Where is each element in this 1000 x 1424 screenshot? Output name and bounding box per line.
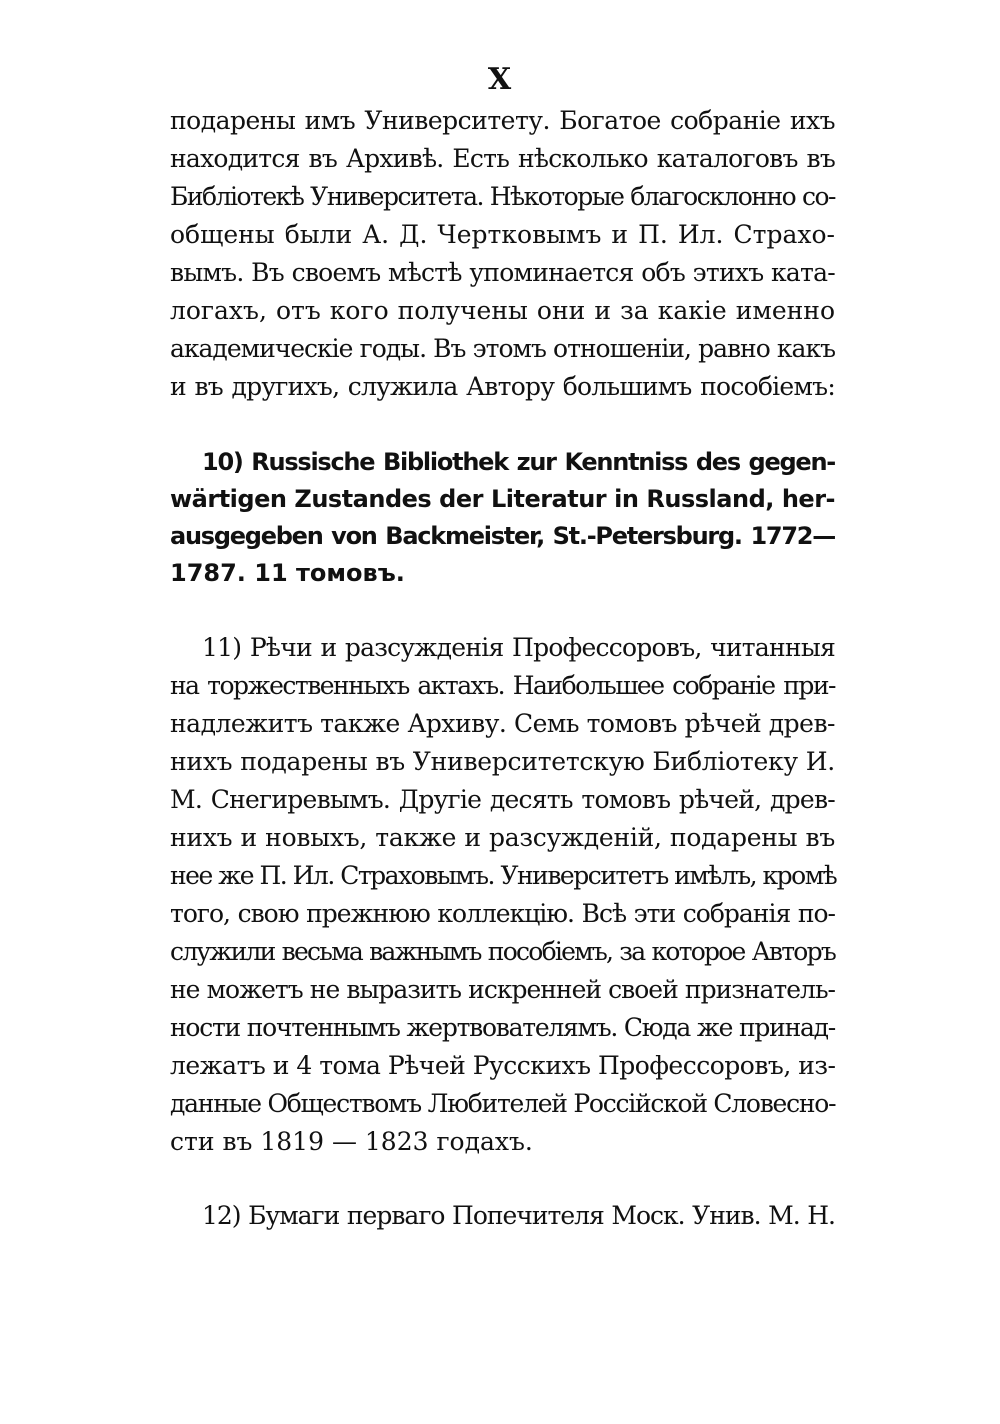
text-line: надлежитъ также Архиву. Семь томовъ рѣчей древ- xyxy=(170,709,835,738)
text-line: ности почтеннымъ жертвователямъ. Сюда же принад- xyxy=(170,1013,835,1042)
paragraph-item-10 xyxy=(170,444,835,592)
paragraph-item-12 xyxy=(170,1197,835,1235)
text-line: служили весьма важнымъ пособiемъ, за которое Авторъ xyxy=(170,937,835,966)
text-line: нее же П. Ил. Страховымъ. Университетъ имѣлъ, кромѣ xyxy=(170,861,837,890)
text-line: общены были А. Д. Чертковымъ и П. Ил. Страхо- xyxy=(170,220,835,249)
paragraph-item-11 xyxy=(170,629,835,1161)
text-line: 10) Russische Bibliothek zur Kenntniss des gegen- xyxy=(202,448,835,476)
page-number: X xyxy=(487,62,513,97)
text-line: 11) Рѣчи и разсужденiя Профессоровъ, читанныя xyxy=(202,633,835,662)
text-line: Библiотекѣ Университета. Нѣкоторые благосклонно со- xyxy=(170,182,835,211)
text-line: 12) Бумаги перваго Попечителя Моск. Унив. М. Н. xyxy=(202,1201,835,1230)
text-line: логахъ, отъ кого получены они и за какiе именно xyxy=(170,296,835,325)
text-line: 1787. 11 томовъ. xyxy=(170,559,405,587)
text-line: wärtigen Zustandes der Literatur in Russland, her- xyxy=(170,485,835,513)
text-line: ausgegeben von Backmeister, St.-Petersburg. 1772— xyxy=(170,522,835,550)
text-line: нихъ и новыхъ, также и разсужденiй, подарены въ xyxy=(170,823,835,852)
text-line: того, свою прежнюю коллекцiю. Всѣ эти собранiя по- xyxy=(170,899,835,928)
text-line: не можетъ не выразить искренней своей признатель- xyxy=(170,975,835,1004)
text-line: вымъ. Въ своемъ мѣстѣ упоминается объ этихъ ката- xyxy=(170,258,835,287)
paragraph-continuation xyxy=(170,102,835,406)
text-line: на торжественныхъ актахъ. Наибольшее собранiе при- xyxy=(170,671,835,700)
text-line: академическiе годы. Въ этомъ отношенiи, равно какъ xyxy=(170,334,835,363)
text-line: данные Обществомъ Любителей Россiйской Словесно- xyxy=(170,1089,836,1118)
text-line: сти въ 1819 — 1823 годахъ. xyxy=(170,1127,533,1156)
text-line: находится въ Архивѣ. Есть нѣсколько каталоговъ въ xyxy=(170,144,835,173)
text-line: лежатъ и 4 тома Рѣчей Русскихъ Профессоровъ, из- xyxy=(170,1051,836,1080)
text-line: и въ другихъ, служила Автору большимъ пособiемъ: xyxy=(170,372,835,401)
text-line: М. Снегиревымъ. Другiе десять томовъ рѣчей, древ- xyxy=(170,785,835,814)
text-line: нихъ подарены въ Университетскую Библiотеку И. xyxy=(170,747,835,776)
text-line: подарены имъ Университету. Богатое собранiе ихъ xyxy=(170,106,835,135)
